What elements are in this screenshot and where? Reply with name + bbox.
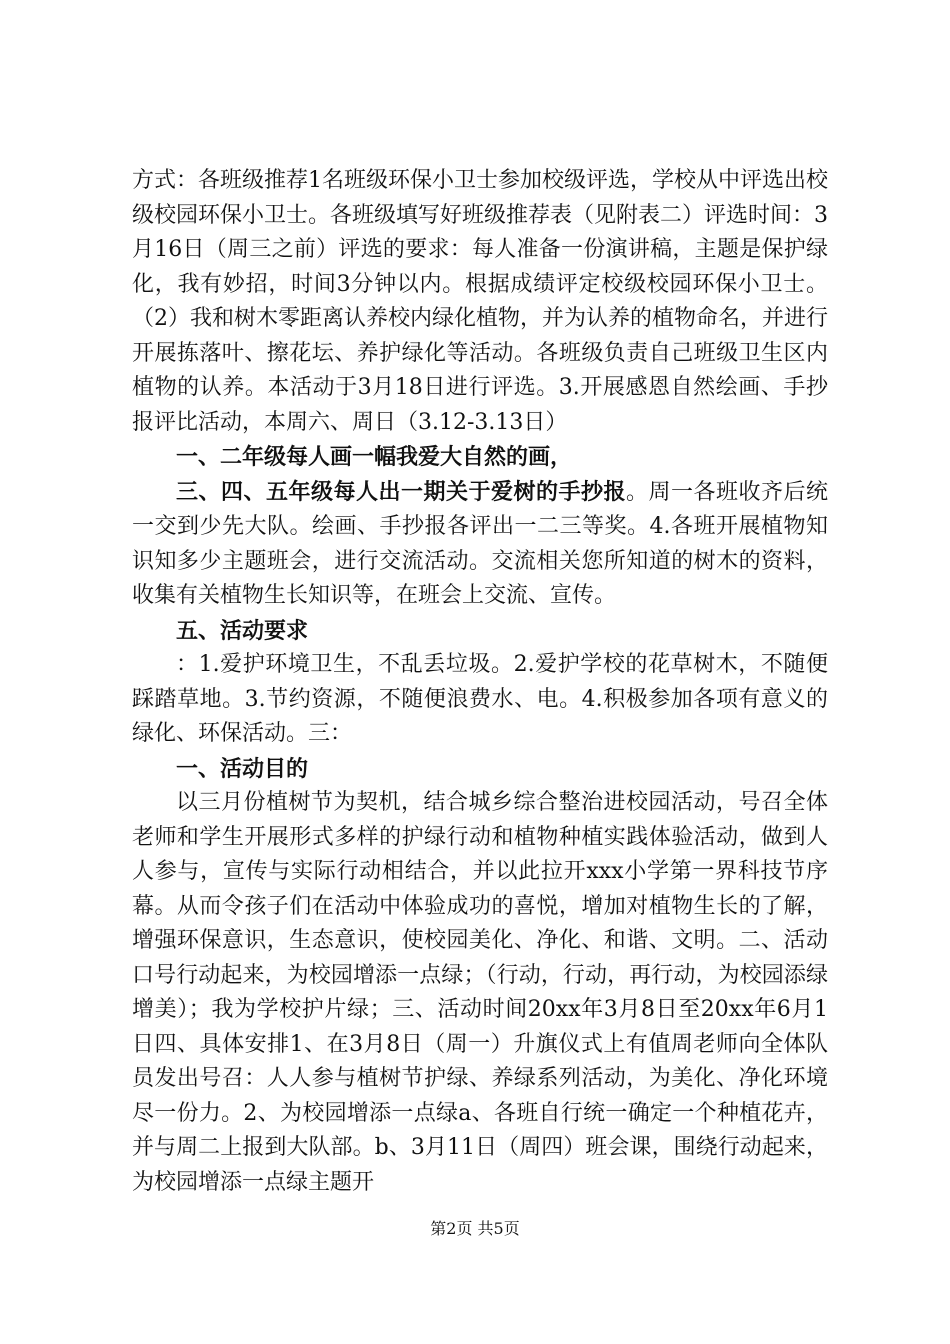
heading-activity-purpose: 一、活动目的 [176, 755, 309, 782]
page-number-footer: 第2页 共5页 [430, 1219, 520, 1238]
paragraph-grade-three-five-text: 。周一各班收齐后统一交到少先大队。绘画、手抄报各评出一二三等奖。4.各班开展植物知识知多少主题班会，进行交流活动。交流相关您所知道的树木的资料，收集有关植物生长知识等，在班会上交流、宣传。 [132, 479, 828, 608]
paragraph-activity-requirements: ：1.爱护环境卫生，不乱丢垃圾。2.爱护学校的花草树木，不随便踩踏草地。3.节约资源，不随便浪费水、电。4.积极参加各项有意义的绿化、环保活动。三： [132, 652, 828, 746]
paragraph-grade-three-five [132, 475, 828, 614]
heading-grade-three-five: 三、四、五年级每人出一期关于爱树的手抄报 [176, 478, 626, 505]
paragraph-activity-purpose: 以三月份植树节为契机，结合城乡综合整治进校园活动，号召全体老师和学生开展形式多样的护绿行动和植物种植实践体验活动，做到人人参与，宣传与实际行动相结合，并以此拉开xxx小学第一界科技节序幕。从而令孩子们在活动中体验成功的喜悦，增加对植物生长的了解，增强环保意识，生态意识，使校园美化、净化、和谐、文明。二、活动口号行动起来，为校园增添一点绿；（行动，行动，再行动，为校园添绿增美）；我为学校护片绿；三、活动时间20xx年3月8日至20xx年6月1日四、具体安排1、在3月8日（周一）升旗仪式上有值周老师向全体队员发出号召：人人参与植树节护绿、养绿系列活动，为美化、净化环境尽一份力。2、为校园增添一点绿a、各班自行统一确定一个种植花卉，并与周二上报到大队部。b、3月11日（周四）班会课，围绕行动起来，为校园增添一点绿主题开 [132, 790, 828, 1195]
document-body [132, 164, 828, 1200]
heading-grade-one-two: 一、二年级每人画一幅我爱大自然的画， [176, 444, 573, 470]
heading-activity-requirements: 五、活动要求 [176, 617, 309, 644]
paragraph-selection-method: 方式：各班级推荐1名班级环保小卫士参加校级评选，学校从中评选出校级校园环保小卫士。各班级填写好班级推荐表（见附表二）评选时间：3月16日（周三之前）评选的要求：每人准备一份演讲稿，主题是保护绿化，我有妙招，时间3分钟以内。根据成绩评定校级校园环保小卫士。（2）我和树木零距离认养校内绿化植物，并为认养的植物命名，并进行开展拣落叶、擦花坛、养护绿化等活动。各班级负责自己班级卫生区内植物的认养。本活动于3月18日进行评选。3.开展感恩自然绘画、手抄报评比活动，本周六、周日（3.12-3.13日） [132, 168, 828, 435]
